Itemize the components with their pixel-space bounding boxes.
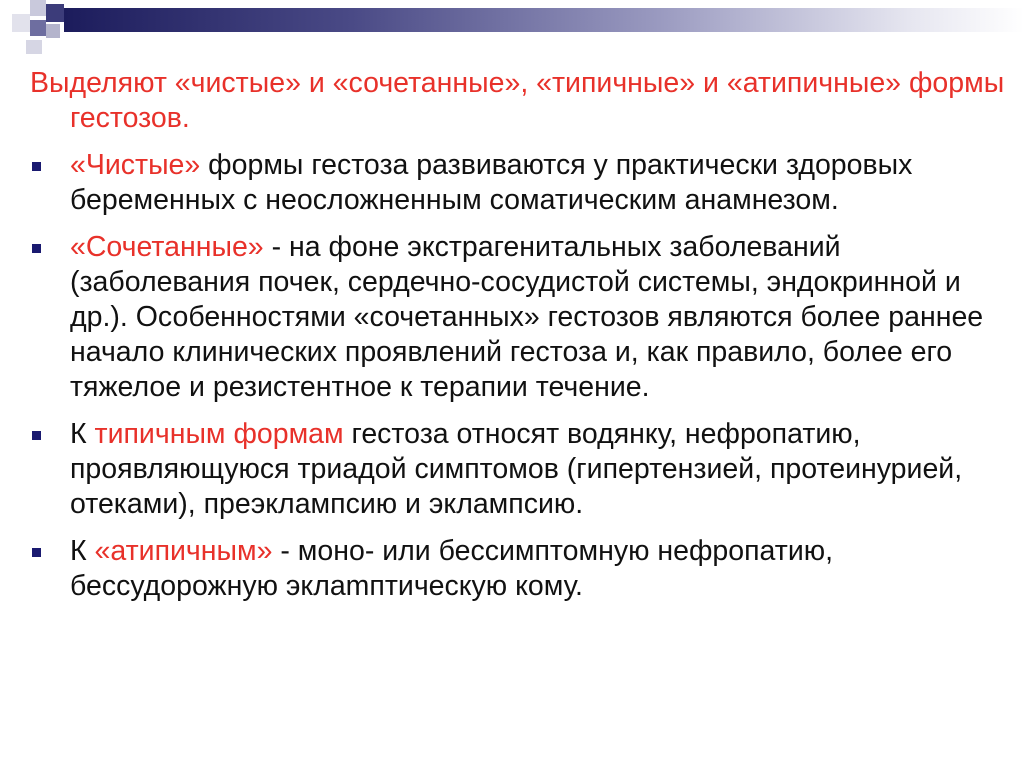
square-icon (12, 14, 30, 32)
bullet-item-typical (30, 417, 1005, 522)
bullet-square-icon (32, 244, 41, 253)
bullet-square-icon (32, 431, 41, 440)
intro-paragraph: Выделяют «чистые» и «сочетанные», «типичные» и «атипичные» формы гестозов. (30, 67, 1005, 134)
square-icon (46, 24, 60, 38)
top-gradient-band (64, 8, 1024, 32)
bullet-lead: типичным формам (94, 418, 344, 450)
bullet-lead: «атипичным» (94, 535, 273, 567)
bullet-item-combined (30, 230, 1005, 405)
slide-content (30, 66, 1005, 616)
square-icon (30, 20, 46, 36)
bullet-prefix: К (70, 535, 95, 567)
square-icon (26, 40, 42, 54)
bullet-lead: «Сочетанные» (70, 231, 264, 263)
bullet-item-pure (30, 148, 1005, 218)
bullet-item-atypical (30, 534, 1005, 604)
square-icon (30, 0, 46, 16)
bullet-prefix: К (70, 418, 95, 450)
bullet-text: гестоза относят водянку, нефропатию, проявляющуюся триадой симптомов (гипертензией, протеинурией, отеками), преэклампсию и эклампсию. (70, 418, 963, 520)
bullet-square-icon (32, 548, 41, 557)
bullet-text: - моно- или бессимптомную нефропатию, бессудорожную эклamптическую кому. (70, 535, 834, 602)
bullet-lead: «Чистые» (70, 149, 201, 181)
square-icon (46, 4, 64, 22)
bullet-square-icon (32, 162, 41, 171)
bullet-text: - на фоне экстрагенитальных заболеваний (заболевания почек, сердечно-сосудистой системы, эндокринной и др.). Особенностями «сочетанных» гестозов являются более раннее начало клинических проявлений гестоза и, как правило, более его тяжелое и резистентное к терапии течение. (70, 231, 984, 403)
bullet-text: формы гестоза развиваются у практически здоровых беременных с неосложненным соматическим анамнезом. (70, 149, 913, 216)
